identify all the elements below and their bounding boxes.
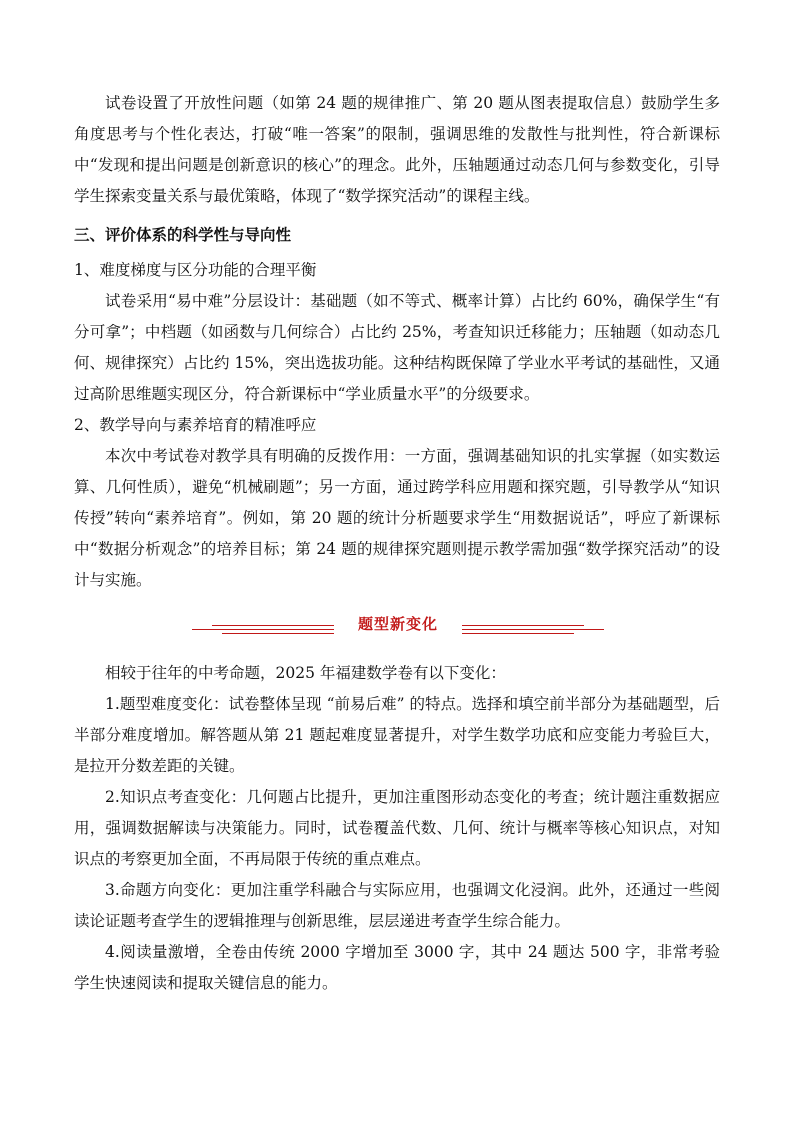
change-item-knowledge: 2.知识点考查变化：几何题占比提升，更加注重图形动态变化的考查；统计题注重数据应用，强调数据解读与决策能力。同时，试卷覆盖代数、几何、统计与概率等核心知识点，对知识点的考察更加全面，不再局限于传统的重点难点。 (74, 788, 720, 868)
paragraph-open-questions: 试卷设置了开放性问题（如第 24 题的规律推广、第 20 题从图表提取信息）鼓励学生多角度思考与个性化表达，打破“唯一答案”的限制，强调思维的发散性与批判性，符合新课标中“发现和提出问题是创新意识的核心”的理念。此外，压轴题通过动态几何与参数变化，引导学生探索变量关系与最优策略，体现了“数学探究活动”的课程主线。 (74, 94, 720, 205)
change-item-reading: 4.阅读量激增，全卷由传统 2000 字增加至 3000 字，其中 24 题达 500 字，非常考验学生快速阅读和提取关键信息的能力。 (74, 943, 720, 992)
subheading-difficulty: 1、难度梯度与区分功能的合理平衡 (74, 261, 317, 279)
banner-right-line-2 (462, 629, 604, 630)
banner-left-line-2 (192, 629, 334, 630)
subheading-teaching-guidance: 2、教学导向与素养培育的精准呼应 (74, 416, 317, 434)
banner-left-line-3 (222, 633, 334, 634)
change-item-direction: 3.命题方向变化：更加注重学科融合与实际应用，也强调文化浸润。此外，还通过一些阅读论证题考查学生的逻辑推理与创新思维，层层递进考查学生综合能力。 (74, 881, 720, 930)
banner-right-line-1 (462, 625, 584, 626)
document-page (74, 88, 720, 999)
banner-left-line-1 (212, 625, 334, 626)
paragraph-changes-intro: 相较于往年的中考命题，2025 年福建数学卷有以下变化： (105, 664, 506, 682)
section-heading-evaluation: 三、评价体系的科学性与导向性 (74, 226, 292, 244)
change-item-difficulty: 1.题型难度变化：试卷整体呈现 “前易后难” 的特点。选择和填空前半部分为基础题型，后半部分难度增加。解答题从第 21 题起难度显著提升，对学生数学功底和应变能力考验巨大，是拉开分数差距的关键。 (74, 695, 720, 775)
banner-title: 题型新变化 (357, 615, 438, 633)
banner-right-line-3 (462, 633, 574, 634)
paragraph-difficulty: 试卷采用“易中难”分层设计：基础题（如不等式、概率计算）占比约 60%，确保学生“有分可拿”；中档题（如函数与几何综合）占比约 25%，考查知识迁移能力；压轴题（如动态几何、规律探究）占比约 15%，突出选拔功能。这种结构既保障了学业水平考试的基础性，又通过高阶思维题实现区分，符合新课标中“学业质量水平”的分级要求。 (74, 292, 720, 403)
section-banner (74, 609, 720, 647)
paragraph-teaching-guidance: 本次中考试卷对教学具有明确的反拨作用：一方面，强调基础知识的扎实掌握（如实数运算、几何性质），避免“机械刷题”；另一方面，通过跨学科应用题和探究题，引导教学从“知识传授”转向“素养培育”。例如，第 20 题的统计分析题要求学生“用数据说话”，呼应了新课标中“数据分析观念”的培养目标；第 24 题的规律探究题则提示教学需加强“数学探究活动”的设计与实施。 (74, 447, 720, 589)
